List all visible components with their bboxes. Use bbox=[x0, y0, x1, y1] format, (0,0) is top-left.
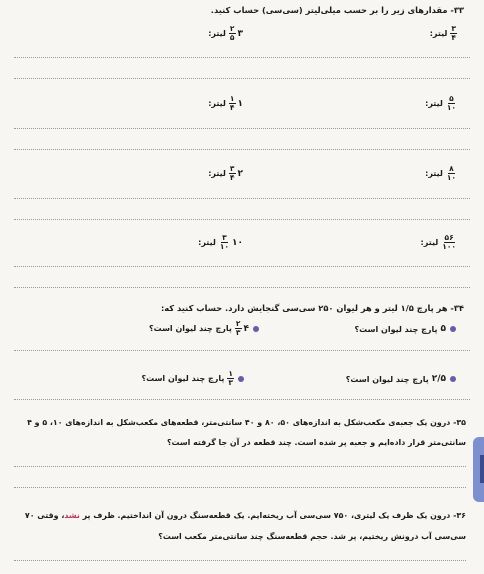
accent-word: نشد bbox=[64, 511, 80, 520]
q34-item-b: ۴ $\frac{۲}{۳}$ پارچ چند لیوان است؟ bbox=[147, 320, 259, 337]
q35-line1: ۳۵- درون یک جعبه‌ی مکعب‌شکل به اندازه‌های ۵۰، ۸۰ و ۴۰ سانتی‌متر، قطعه‌های مکعب‌شکل به اندازه‌های ۱۰، ۵ و ۴ bbox=[27, 418, 466, 427]
fraction: $\frac{۳}{۱۰}$ bbox=[219, 233, 229, 251]
q33-item-d: ۱ $\frac{۱}{۴}$ لیتر: bbox=[208, 94, 243, 112]
fraction: $\frac{۵}{۱۰}$ bbox=[446, 94, 456, 112]
fraction: $\frac{۲}{۳}$ bbox=[235, 319, 241, 337]
answer-line[interactable] bbox=[14, 198, 470, 199]
answer-line[interactable] bbox=[14, 57, 470, 58]
answer-line[interactable] bbox=[14, 78, 470, 79]
answer-line[interactable] bbox=[14, 560, 466, 561]
bullet-icon bbox=[253, 326, 259, 332]
fraction: $\frac{۸}{۱۰}$ bbox=[446, 164, 456, 182]
q34-item-c: ۲/۵ پارچ چند لیوان است؟ bbox=[344, 374, 456, 384]
answer-line[interactable] bbox=[14, 466, 466, 467]
unit-label: لیتر: bbox=[425, 99, 443, 108]
page-tab-edge bbox=[480, 455, 484, 483]
answer-line[interactable] bbox=[14, 350, 470, 351]
fraction: $\frac{۵۶}{۱۰۰}$ bbox=[442, 233, 456, 251]
unit-label: لیتر: bbox=[208, 169, 226, 178]
answer-line[interactable] bbox=[14, 128, 470, 129]
unit-label: لیتر: bbox=[429, 29, 448, 38]
q34-item-a: ۵ پارچ چند لیوان است؟ bbox=[353, 324, 456, 334]
q33-item-b: ۳ $\frac{۲}{۵}$ لیتر: bbox=[208, 24, 243, 42]
answer-line[interactable] bbox=[14, 266, 470, 267]
q35-line2: سانتی‌متر قرار داده‌ایم و جعبه پر شده است. چند قطعه در آن جا گرفته است؟ bbox=[166, 438, 466, 447]
answer-line[interactable] bbox=[14, 399, 470, 400]
q34-item-d: $\frac{۱}{۳}$ پارچ چند لیوان است؟ bbox=[139, 370, 244, 387]
answer-line[interactable] bbox=[14, 219, 470, 220]
q33-item-g bbox=[419, 234, 458, 251]
q33-item-c bbox=[423, 95, 458, 112]
unit-label: لیتر: bbox=[208, 29, 226, 38]
bullet-icon bbox=[450, 376, 456, 382]
q34-title: ۳۴- هر پارچ ۱/۵ لیتر و هر لیوان ۲۵۰ سی‌سی گنجایش دارد. حساب کنید که: bbox=[160, 303, 464, 313]
fraction: $\frac{۱}{۳}$ bbox=[228, 369, 233, 387]
q33-title: ۳۳- مقدارهای زیر را بر حسب میلی‌لیتر (سی‌سی) حساب کنید. bbox=[210, 5, 464, 15]
q33-item-e bbox=[423, 165, 458, 182]
q36-line1: ۳۶- درون یک ظرف یک لیتری، ۷۵۰ سی‌سی آب ریخته‌ایم. یک قطعه‌سنگ درون آن انداختیم. ظرف پر نشد، وقتی ۷۰ bbox=[24, 511, 466, 520]
answer-line[interactable] bbox=[14, 487, 466, 488]
unit-label: لیتر: bbox=[425, 169, 443, 178]
q33-item-h: ۱۰ $\frac{۳}{۱۰}$ لیتر: bbox=[198, 233, 243, 251]
answer-line[interactable] bbox=[14, 287, 470, 288]
fraction: $\frac{۳}{۴}$ bbox=[451, 24, 456, 42]
fraction: $\frac{۱}{۴}$ bbox=[229, 94, 235, 112]
unit-label: لیتر: bbox=[420, 238, 439, 247]
answer-line[interactable] bbox=[14, 149, 470, 150]
bullet-icon bbox=[238, 376, 244, 382]
q33-item-a bbox=[428, 25, 458, 42]
fraction: $\frac{۲}{۵}$ bbox=[229, 24, 235, 42]
unit-label: لیتر: bbox=[208, 99, 226, 108]
q33-item-f: ۲ $\frac{۳}{۴}$ لیتر: bbox=[208, 164, 243, 182]
q36-line2: سی‌سی آب درونش ریختیم، پر شد. حجم قطعه‌سنگ چند سانتی‌متر مکعب است؟ bbox=[158, 532, 466, 541]
fraction: $\frac{۳}{۴}$ bbox=[229, 164, 235, 182]
bullet-icon bbox=[450, 326, 456, 332]
unit-label: لیتر: bbox=[198, 238, 216, 247]
